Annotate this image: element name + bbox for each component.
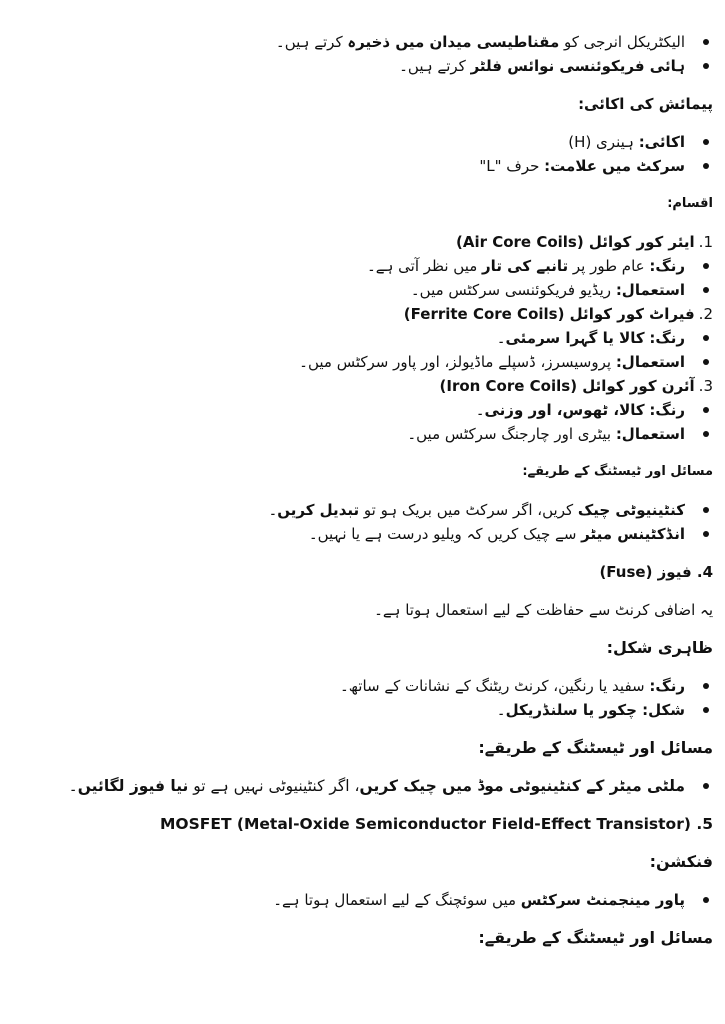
testing-list bbox=[40, 498, 713, 546]
type-title: 2.فیراٹ کور کوائل (Ferrite Core Coils) bbox=[403, 305, 713, 323]
list-item: ہائی فریکوئنسی نوائس فلٹر کرتے ہیں۔ bbox=[40, 54, 685, 78]
list-item: انڈکٹینس میٹر سے چیک کریں کہ ویلیو درست ہے یا نہیں۔ bbox=[40, 522, 685, 546]
type-title: 3.آئرن کور کوائل (Iron Core Coils) bbox=[439, 377, 713, 395]
inductor-function-list bbox=[40, 30, 713, 78]
function-heading: فنکشن: bbox=[649, 852, 713, 871]
list-item: الیکٹریکل انرجی کو مقناطیسی میدان میں ذخیرہ کرتے ہیں۔ bbox=[40, 30, 685, 54]
list-item: کنٹینیوٹی چیک کریں، اگر سرکٹ میں بریک ہو تو تبدیل کریں۔ bbox=[40, 498, 685, 522]
type-title: 1.ایئر کور کوائل (Air Core Coils) bbox=[455, 233, 713, 251]
appearance-list bbox=[40, 674, 713, 722]
units-heading: پیمائش کی اکائی: bbox=[578, 95, 713, 113]
list-item: سرکٹ میں علامت: حرف "L" bbox=[40, 154, 685, 178]
testing-heading: مسائل اور ٹیسٹنگ کے طریقے: bbox=[478, 738, 713, 757]
list-item: استعمال: ریڈیو فریکوئنسی سرکٹس میں۔ bbox=[40, 278, 685, 302]
units-list bbox=[40, 130, 713, 178]
list-item: رنگ: کالا یا گہرا سرمئی۔ bbox=[40, 326, 685, 350]
function-list bbox=[40, 888, 713, 912]
types-heading: اقسام: bbox=[667, 196, 713, 211]
testing-heading: مسائل اور ٹیسٹنگ کے طریقے: bbox=[522, 464, 713, 479]
list-item: رنگ: سفید یا رنگین، کرنٹ ریٹنگ کے نشانات کے ساتھ۔ bbox=[40, 674, 685, 698]
fuse-heading: 4. فیوز (Fuse) bbox=[599, 563, 713, 581]
list-item: رنگ: کالا، ٹھوس، اور وزنی۔ bbox=[40, 398, 685, 422]
list-item: اکائی: ہینری (H) bbox=[40, 130, 685, 154]
list-item: شکل: چکور یا سلنڈریکل۔ bbox=[40, 698, 685, 722]
mosfet-heading: MOSFET (Metal-Oxide Semiconductor Field-Effect Transistor) .5 bbox=[160, 815, 713, 833]
list-item: پاور مینجمنٹ سرکٹس میں سوئچنگ کے لیے استعمال ہوتا ہے۔ bbox=[40, 888, 685, 912]
list-item: استعمال: پروسیسرز، ڈسپلے ماڈیولز، اور پاور سرکٹس میں۔ bbox=[40, 350, 685, 374]
list-item: استعمال: بیٹری اور چارجنگ سرکٹس میں۔ bbox=[40, 422, 685, 446]
fuse-description: یہ اضافی کرنٹ سے حفاظت کے لیے استعمال ہوتا ہے۔ bbox=[374, 601, 713, 619]
list-item: ملٹی میٹر کے کنٹینیوٹی موڈ میں چیک کریں، اگر کنٹینیوٹی نہیں ہے تو نیا فیوز لگائیں۔ bbox=[40, 774, 685, 798]
fuse-testing-list bbox=[40, 774, 713, 798]
types-section bbox=[40, 230, 713, 446]
appearance-heading: ظاہری شکل: bbox=[606, 638, 713, 657]
testing-heading: مسائل اور ٹیسٹنگ کے طریقے: bbox=[478, 928, 713, 947]
list-item: رنگ: عام طور پر تانبے کی تار میں نظر آتی ہے۔ bbox=[40, 254, 685, 278]
